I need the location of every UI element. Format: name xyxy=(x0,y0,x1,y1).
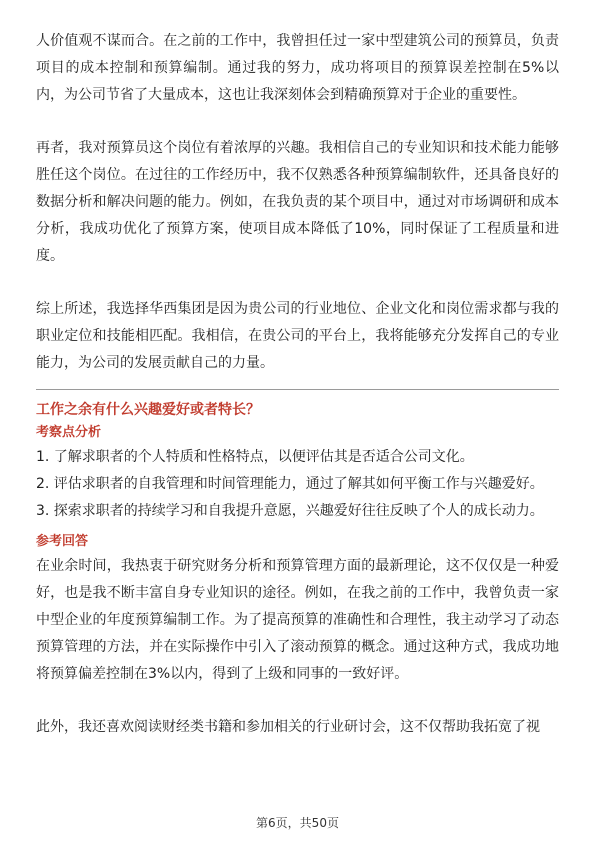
analysis-label: 考察点分析 xyxy=(36,425,102,440)
paragraph-gap xyxy=(36,270,559,296)
paragraph-intro-1: 人价值观不谋而合。在之前的工作中，我曾担任过一家中型建筑公司的预算员，负责项目的成本控制和预算编制。通过我的努力，成功将项目的预算误差控制在5%以内，为公司节省了大量成本，这也让我深刻体会到精确预算对于企业的重要性。 xyxy=(36,33,559,103)
answer-label: 参考回答 xyxy=(36,534,89,549)
analysis-point-3: 3. 探索求职者的持续学习和自我提升意愿，兴趣爱好往往反映了个人的成长动力。 xyxy=(36,503,544,519)
analysis-point-2: 2. 评估求职者的自我管理和时间管理能力，通过了解其如何平衡工作与兴趣爱好。 xyxy=(36,476,544,492)
document-body xyxy=(36,28,559,741)
analysis-point-1: 1. 了解求职者的个人特质和性格特点，以便评估其是否适合公司文化。 xyxy=(36,449,474,465)
question-title: 工作之余有什么兴趣爱好或者特长？ xyxy=(36,402,260,418)
paragraph-intro-2: 再者，我对预算员这个岗位有着浓厚的兴趣。我相信自己的专业知识和技术能力能够胜任这个岗位。在过往的工作经历中，我不仅熟悉各种预算编制软件，还具备良好的数据分析和解决问题的能力。例如，在我负责的某个项目中，通过对市场调研和成本分析，我成功优化了预算方案，使项目成本降低了10%，同时保证了工程质量和进度。 xyxy=(36,140,559,264)
answer-paragraph-2: 此外，我还喜欢阅读财经类书籍和参加相关的行业研讨会，这不仅帮助我拓宽了视 xyxy=(36,719,540,735)
paragraph-gap xyxy=(36,688,559,714)
answer-paragraph-1: 在业余时间，我热衷于研究财务分析和预算管理方面的最新理论，这不仅仅是一种爱好，也是我不断丰富自身专业知识的途径。例如，在我之前的工作中，我曾负责一家中型企业的年度预算编制工作。为了提高预算的准确性和合理性，我主动学习了动态预算管理的方法，并在实际操作中引入了滚动预算的概念。通过这种方式，我成功地将预算偏差控制在3%以内，得到了上级和同事的一致好评。 xyxy=(36,558,559,682)
section-divider xyxy=(36,389,559,390)
paragraph-intro-3: 综上所述，我选择华西集团是因为贵公司的行业地位、企业文化和岗位需求都与我的职业定位和技能相匹配。我相信，在贵公司的平台上，我将能够充分发挥自己的专业能力，为公司的发展贡献自己的力量。 xyxy=(36,301,559,371)
paragraph-gap xyxy=(36,109,559,135)
page-footer: 第6页，共50页 xyxy=(256,816,339,830)
